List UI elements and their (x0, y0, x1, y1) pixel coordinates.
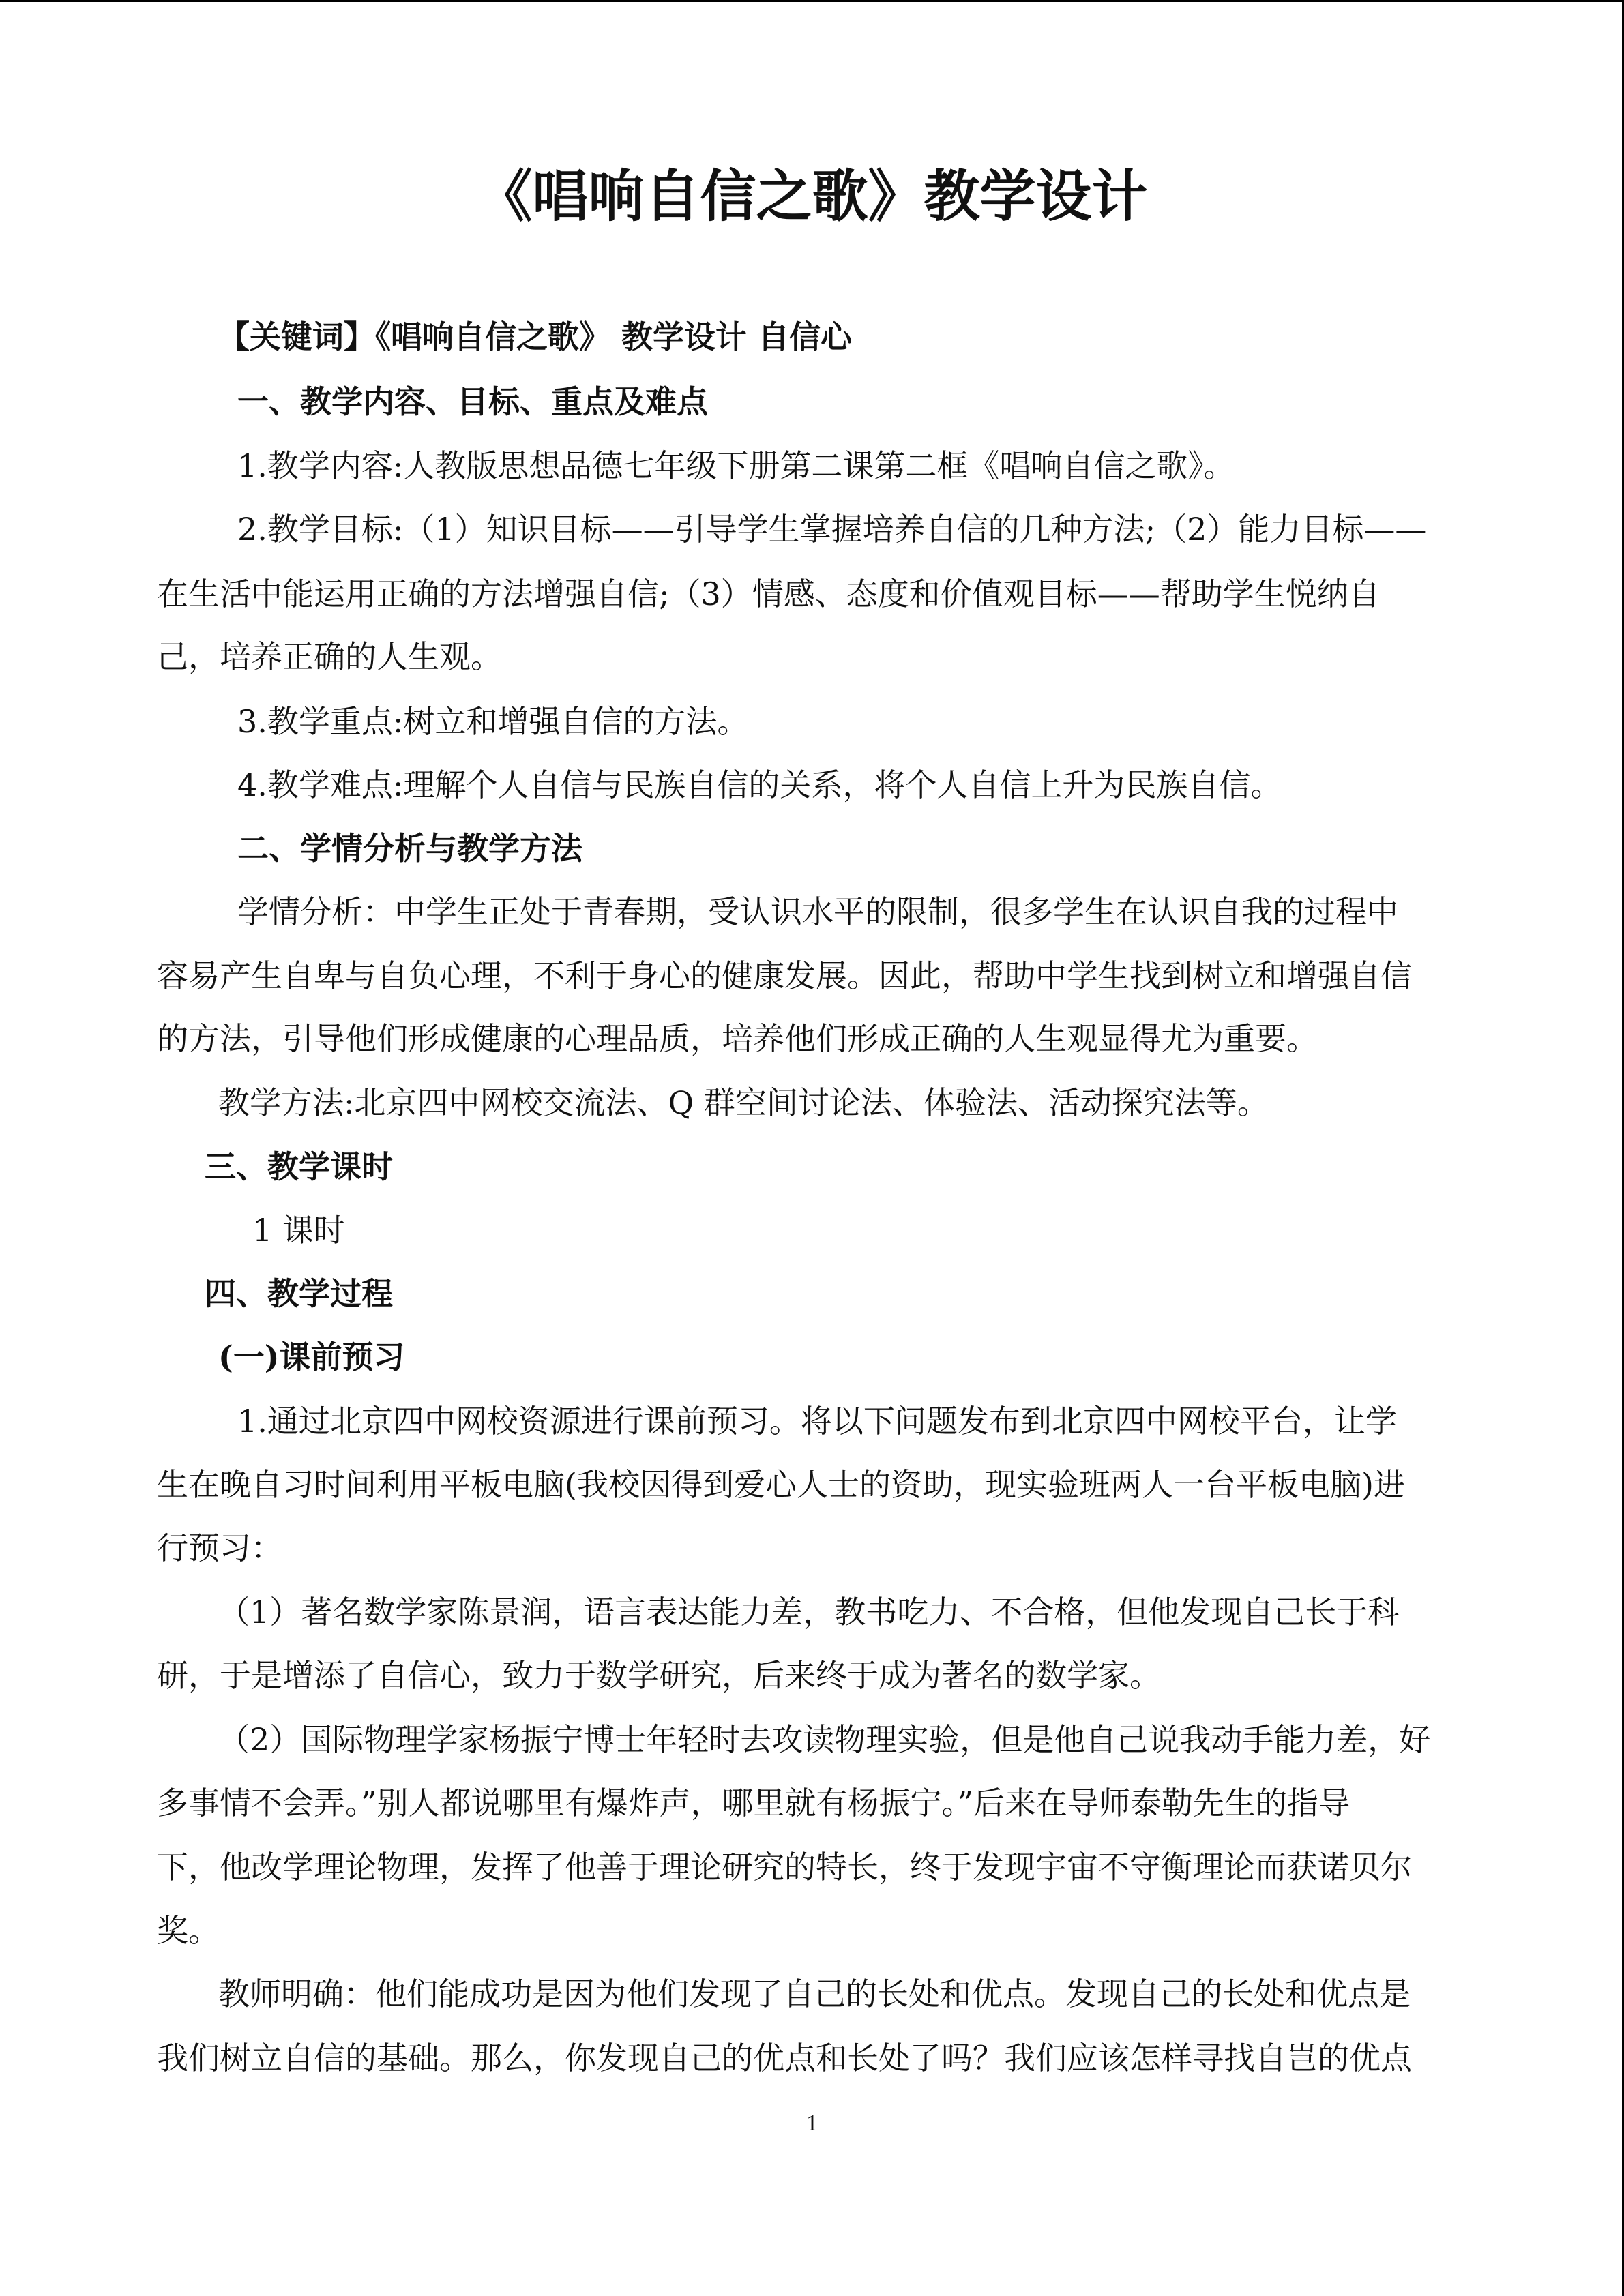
section-heading: 三、教学课时 (205, 1148, 393, 1185)
text-line: 的方法，引导他们形成健康的心理品质，培养他们形成正确的人生观显得尤为重要。 (157, 1020, 1318, 1057)
text-line: 容易产生自卑与自负心理，不利于身心的健康发展。因此，帮助中学生找到树立和增强自信 (157, 957, 1412, 994)
text-line: 4.教学难点:理解个人自信与民族自信的关系，将个人自信上升为民族自信。 (237, 766, 1282, 803)
text-line: 1.教学内容:人教版思想品德七年级下册第二课第二框《唱响自信之歌》。 (237, 447, 1235, 484)
text-line: （2）国际物理学家杨振宁博士年轻时去攻读物理实验，但是他自己说我动手能力差，好 (218, 1721, 1431, 1758)
text-line: 行预习： (157, 1530, 282, 1566)
text-line: 教学方法:北京四中网校交流法、Q 群空间讨论法、体验法、活动探究法等。 (218, 1084, 1269, 1121)
text-line: 2.教学目标:（1）知识目标——引导学生掌握培养自信的几种方法;（2）能力目标—— (237, 511, 1427, 548)
keywords-line: 【关键词】《唱响自信之歌》 教学设计 自信心 (218, 318, 853, 355)
text-line: 奖。 (157, 1912, 220, 1949)
section-heading: 二、学情分析与教学方法 (237, 830, 582, 867)
text-line: 生在晚自习时间利用平板电脑(我校因得到爱心人士的资助，现实验班两人一台平板电脑)进 (157, 1466, 1405, 1503)
text-line: 研，于是增添了自信心，致力于数学研究，后来终于成为著名的数学家。 (157, 1657, 1161, 1694)
text-line: 学情分析：中学生正处于青春期，受认识水平的限制，很多学生在认识自我的过程中 (237, 893, 1398, 930)
document-title: 《唱响自信之歌》教学设计 (476, 164, 1148, 229)
text-line: 3.教学重点:树立和增强自信的方法。 (237, 703, 749, 740)
text-line: （1）著名数学家陈景润，语言表达能力差，教书吃力、不合格，但他发现自己长于科 (218, 1594, 1400, 1630)
section-heading: 四、教学过程 (205, 1275, 393, 1312)
page-number: 1 (806, 2111, 818, 2136)
text-line: 1 课时 (252, 1212, 345, 1249)
text-line: 多事情不会弄。”别人都说哪里有爆炸声，哪里就有杨振宁。”后来在导师泰勒先生的指导 (157, 1785, 1350, 1821)
subsection-heading: (一)课前预习 (218, 1339, 405, 1375)
section-heading: 一、教学内容、目标、重点及难点 (237, 383, 708, 420)
text-line: 下，他改学理论物理，发挥了他善于理论研究的特长，终于发现宇宙不守衡理论而获诺贝尔 (157, 1849, 1412, 1885)
text-line: 己，培养正确的人生观。 (157, 638, 502, 675)
text-line: 1.通过北京四中网校资源进行课前预习。将以下问题发布到北京四中网校平台，让学 (237, 1403, 1397, 1440)
text-line: 我们树立自信的基础。那么，你发现自己的优点和长处了吗？我们应该怎样寻找自岂的优点 (157, 2040, 1412, 2076)
text-line: 在生活中能运用正确的方法增强自信;（3）情感、态度和价值观目标——帮助学生悦纳自 (157, 576, 1380, 612)
text-line: 教师明确：他们能成功是因为他们发现了自己的长处和优点。发现自己的长处和优点是 (218, 1976, 1411, 2012)
